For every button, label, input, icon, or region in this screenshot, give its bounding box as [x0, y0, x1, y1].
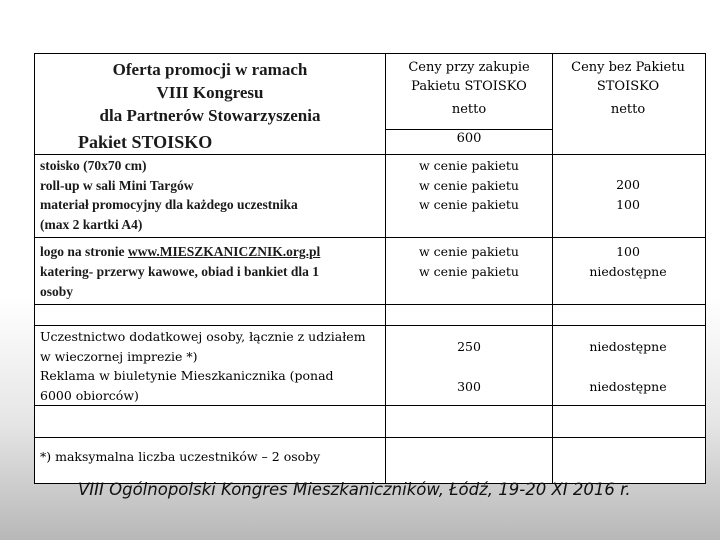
row-divider: [34, 437, 706, 438]
congress-footer: VIII Ogólnopolski Kongres Mieszkaniczników, Łódź, 19-20 XI 2016 r.: [78, 480, 631, 499]
row3-with-package: 250 300: [457, 339, 481, 394]
website-link[interactable]: www.MIESZKANICZNIK.org.pl: [127, 244, 321, 259]
row3-without-package: niedostępne niedostępne: [589, 339, 667, 394]
row2-with-package: w cenie pakietu w cenie pakietu: [419, 244, 519, 279]
row3-items: Uczestnictwo dodatkowej osoby, łącznie z udziałem w wieczornej imprezie *) Reklama w biuletynie Mieszkanicznika (ponad 6000 obiorców): [40, 329, 366, 403]
column-divider: [552, 437, 553, 483]
row-divider: [34, 154, 706, 155]
footnote: *) maksymalna liczba uczestników – 2 osoby: [40, 449, 321, 464]
package-label: Pakiet STOISKO: [78, 132, 213, 152]
row-divider: [34, 304, 706, 305]
row-divider: [34, 325, 706, 326]
row-divider: [34, 237, 706, 238]
price-without-package-header: Ceny bez Pakietu STOISKO netto: [571, 60, 685, 117]
row1-without-package: 200 100: [616, 177, 640, 212]
row2-without-package: 100 niedostępne: [589, 244, 667, 279]
offer-title: Oferta promocji w ramach VIII Kongresu dla Partnerów Stowarzyszenia: [99, 60, 321, 125]
price-with-package-header: Ceny przy zakupie Pakietu STOISKO netto: [408, 60, 530, 117]
package-price: 600: [456, 131, 482, 146]
row1-with-package: w cenie pakietu w cenie pakietu w cenie pakietu: [419, 158, 519, 212]
row2-items: logo na stronie www.MIESZKANICZNIK.org.pl katering- przerwy kawowe, obiad i bankiet dla 1 osoby: [40, 244, 321, 299]
row1-items: stoisko (70x70 cm) roll-up w sali Mini Targów materiał promocyjny dla każdego uczestnika (max 2 kartki A4): [40, 158, 298, 232]
column-divider: [385, 437, 386, 483]
row-divider: [385, 129, 552, 130]
